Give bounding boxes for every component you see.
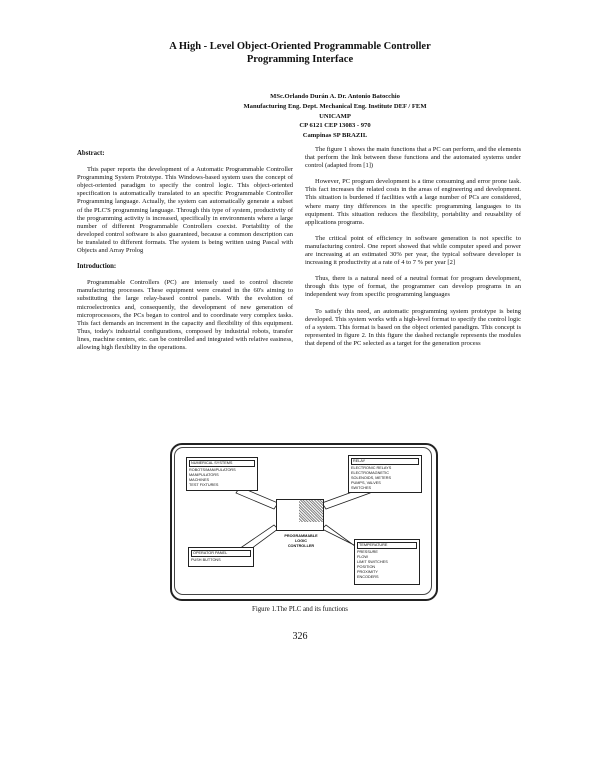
box-bottom-right-line: PROXIMITY (357, 570, 378, 574)
figure-1 (170, 443, 438, 601)
figure-box-top-right (348, 455, 422, 493)
author-names: MSc.Orlando Durán A. Dr. Antonio Batocchio (270, 93, 400, 100)
box-top-left-line: TEST FIXTURES (189, 483, 219, 487)
right-paragraph-3: The critical point of efficiency in software generation is not specific to manufacturing control. One report showed that while computer speed and power are increasing at an estimated 30% per year, the typical software developer is increasing it productivity at a rate of 4 to 7 % per year [2] (305, 234, 521, 267)
plc-box (276, 499, 324, 531)
box-top-right-line: PUMPS, VALVES (351, 481, 381, 485)
left-column (77, 150, 293, 360)
box-top-right-line: SWITCHES (351, 486, 372, 490)
right-paragraph-2: However, PC program development is a time consuming and error prone task. This fact increases the related costs in the areas of engineering and development. This situation is burdened if facilities with a large number of PCs are considered, where many tiny differences in the specific programming languages to its equipment. This situation reduces the flexibility, portability and reusability of applications programs. (305, 178, 521, 226)
author-city: Campinas SP BRAZIL (302, 132, 368, 140)
figure-box-top-left (186, 457, 258, 491)
box-top-right-line: ELECTROMAGNETIC (351, 471, 389, 475)
plc-label-line: LOGIC (294, 539, 308, 543)
box-top-right-header: RELAY (351, 458, 419, 465)
right-paragraph-1: The figure 1 shows the main functions that a PC can perform, and the elements that perform the link between these functions and the automated systems under control (adapted from [1]) (305, 146, 521, 170)
plc-label (266, 534, 336, 549)
box-bottom-right-line: ENCODERS (357, 575, 379, 579)
box-bottom-right-line: POSITION (357, 565, 376, 569)
right-paragraph-4: Thus, there is a natural need of a neutral format for program development, through this type of format, the programmer can develop programs in an independent way from specific programming languages (305, 275, 521, 299)
title-line-1: A High - Level Object-Oriented Programmable Controller (169, 41, 431, 52)
title-line-2: Programming Interface (246, 54, 354, 65)
box-bottom-right-line: LIMIT SWITCHES (357, 560, 388, 564)
box-bottom-left-line: PUSH BUTTONS (191, 558, 221, 562)
introduction-text: Programmable Controllers (PC) are intensely used to control discrete manufacturing processes. These equipment were created in the 60's aiming to substituting the large relay-based control panels. With the evolution of microelectronics and, consequently, the development of new generation of microprocessors, the PCs began to control and to coordinate very complex tasks. This fact demands an increment in the capacity and flexibility of this equipment. Thus, today's industrial configurations, composed by industrial robots, transfer lines, machine centers, etc. can be controlled and integrated with relative easiness, allowing high flexibility in the operations. (77, 279, 293, 351)
paper-title (120, 40, 480, 66)
box-top-right-line: ELECTRONIC RELAYS (351, 466, 392, 470)
figure-caption: Figure 1.The PLC and its functions (252, 606, 348, 613)
figure-box-bottom-right (354, 539, 420, 585)
box-bottom-right-line: FLOW (357, 555, 368, 559)
box-top-left-line: ROBOTS/MANIPULATORS (189, 468, 236, 472)
box-bottom-right-line: PRESSURE (357, 550, 378, 554)
right-paragraph-5: To satisfy this need, an automatic programming system prototype is being developed. This system works with a high-level format to specify the control logic of a system. This format is based on the object oriented paradigm. This concept is represented in figure 2. In this figure the dashed rectangle represents the modules that depend of the PC selected as a target for the generation process (305, 307, 521, 347)
page-number: 326 (292, 631, 308, 642)
author-departments: Manufacturing Eng. Dept. Mechanical Eng. Institute DEF / FEM (243, 102, 427, 110)
right-column (305, 146, 521, 356)
plc-shading (299, 500, 323, 522)
box-top-left-line: MACHINES (189, 478, 210, 482)
figure-box-bottom-left (188, 547, 254, 567)
box-top-left-header: NUMERICAL SYSTEMS (189, 460, 255, 467)
box-bottom-right-header: TEMPERATURE (357, 542, 417, 549)
introduction-heading: Introduction: (77, 263, 117, 271)
author-institution: UNICAMP (319, 112, 351, 120)
plc-label-line: CONTROLLER (287, 544, 315, 548)
author-block (190, 92, 480, 141)
box-bottom-left-header: OPERATOR PANEL (191, 550, 251, 557)
abstract-text: This paper reports the development of a Automatic Programmable Controller Programming System Prototype. This Windows-based system uses the concept of object-oriented paradigm to specify the control logic. This object-oriented specification is automatically translated to an specific Programmable Controller Programming language. Actually, the system can automatically generate a subset of the PLC'S programming language. Through this type of system, productivity of the programming activity is increased, specifically in environments where a large number of different Programmable Controllers coexist. Portability of the developed control software is also guaranteed, because a common description can be translated to different formats. The system is being written using Pascal with Objects and Array Prolog (77, 166, 293, 255)
plc-label-line: PROGRAMMABLE (284, 534, 318, 538)
box-top-right-line: SOLENOIDS, METERS (351, 476, 392, 480)
author-address: CP 6121 CEP 13083 - 970 (299, 122, 371, 130)
abstract-heading: Abstract: (77, 150, 105, 157)
box-top-left-line: MANIPULATORS (189, 473, 219, 477)
